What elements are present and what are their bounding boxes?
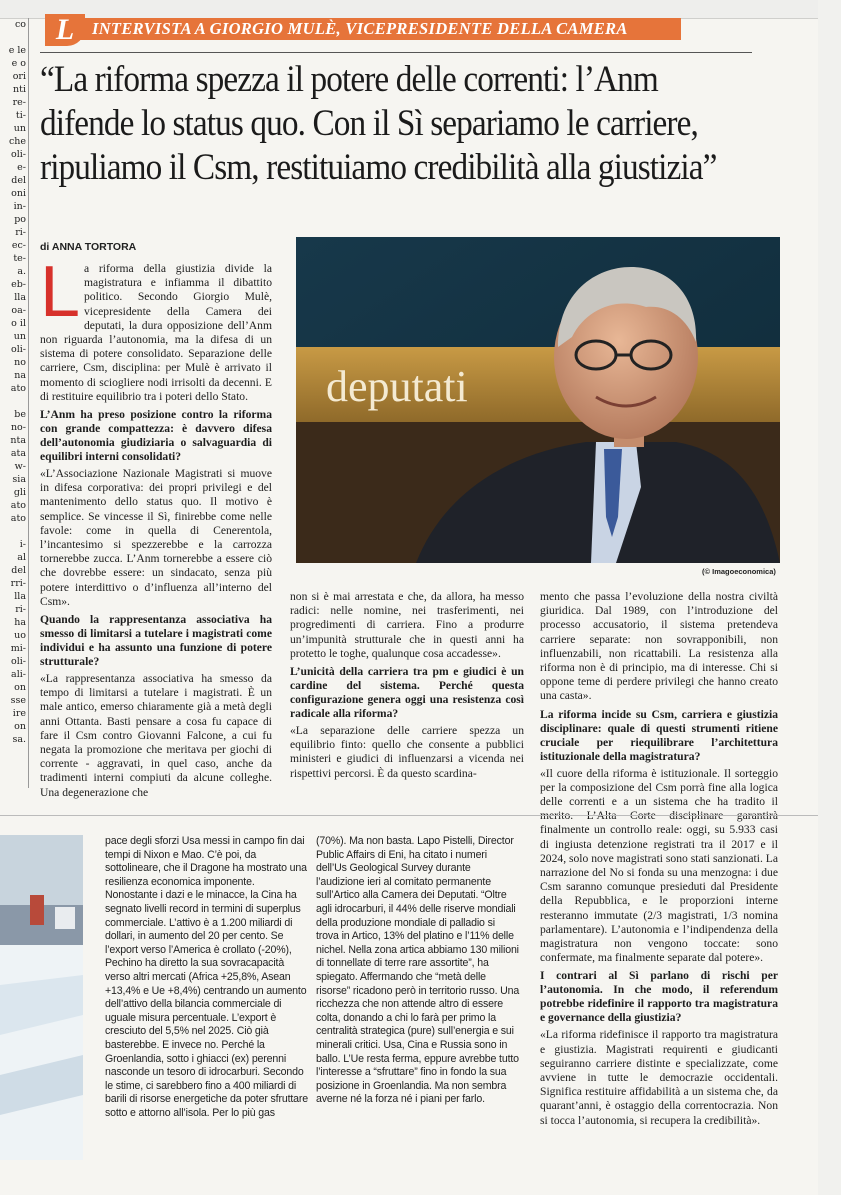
arctic-photo — [0, 835, 83, 1160]
clipped-line: ato — [10, 383, 26, 394]
clipped-line: ec- — [11, 240, 26, 251]
clipped-line: ata — [10, 448, 26, 459]
interview-question: L’unicità della carriera tra pm e giudici è un cardine del sistema. Perché questa configurazione genera oggi una resistenza così radicale alla riforma? — [290, 665, 524, 721]
top-bar — [0, 0, 841, 19]
clipped-line: ire — [12, 708, 26, 719]
adjacent-article-column-clipped — [0, 18, 28, 788]
clipped-line: na — [14, 370, 26, 381]
kicker-text: INTERVISTA A GIORGIO MULÈ, VICEPRESIDENTE DELLA CAMERA — [92, 19, 628, 38]
section-logo: L — [45, 14, 85, 46]
clipped-line: del — [11, 565, 26, 576]
clipped-line: no- — [10, 422, 26, 433]
clipped-line: del — [11, 175, 26, 186]
article-column-2 — [290, 590, 524, 783]
article-column-3 — [540, 590, 778, 1130]
interview-answer: non si è mai arrestata e che, da allora, ha messo radici: nelle nomine, nei trasferimenti, nei progredimenti di carriera. Fino a produrre un’impunità strutturale che in questi anni ha protetto le toghe, qualunque cosa accadesse». — [290, 590, 524, 660]
clipped-line: i- — [19, 539, 26, 550]
clipped-line — [0, 31, 28, 44]
byline: di ANNA TORTORA — [40, 241, 137, 253]
interview-question: L’Anm ha preso posizione contro la riforma con grande compattezza: è davvero difesa dell’autonomia giudiziaria o salvaguardia di equilibri interni consolidati? — [40, 408, 272, 464]
clipped-line: eb- — [11, 279, 26, 290]
interview-question: I contrari al Sì parlano di rischi per l’autonomia. In che modo, il referendum potrebbe ridefinire il rapporto tra magistratura e governance della giustizia? — [540, 969, 778, 1025]
clipped-line: ha — [14, 617, 26, 628]
interview-answer: «La rappresentanza associativa ha smesso da tempo di limitarsi a tutelare i magistrati. È un male antico, emerso chiaramente già a metà degli anni Ottanta. Basti pensare a cosa fu capace di fare il Csm contro Giovanni Falcone, a cui fu negata la promozione che meritava per giochi di corrente - aggravati, in quel caso, anche da tradimenti interni compiuti da alcune colleghe. Una degenerazione che — [40, 672, 272, 799]
section-divider — [0, 815, 841, 816]
clipped-line: ato — [10, 513, 26, 524]
clipped-line: oa- — [11, 305, 26, 316]
clipped-line: ali- — [11, 669, 26, 680]
clipped-line: mi- — [10, 643, 26, 654]
clipped-line: nti — [13, 84, 26, 95]
drop-cap-letter: L — [40, 252, 81, 332]
interview-question: Quando la rappresentanza associativa ha smesso di limitarsi a tutelare i magistrati come individui e ha assunto una funzione di potere strutturale? — [40, 613, 272, 669]
clipped-line: sse — [10, 695, 26, 706]
headline-line: ripuliamo il Csm, restituiamo credibilità alla giustizia” — [40, 147, 717, 188]
clipped-line: a. — [17, 266, 26, 277]
clipped-line: oli- — [10, 656, 26, 667]
lead-paragraph — [40, 252, 272, 404]
clipped-line: te- — [13, 253, 26, 264]
sign-text: deputati — [326, 362, 468, 411]
lower-article-column-1: pace degli sforzi Usa messi in campo fin dai tempi di Nixon e Mao. C’è poi, da sottolineare, che il Dragone ha mostrato una resilienza economica imponente. Nonostante i dazi e le minacce, la Cina ha segnato livelli record in termini di superplus commerciale. L’attivo è a 1.200 miliardi di dollari, in aumento del 20 per cento. Se l’export verso l’America è crollato (-20%), Pechino ha diretto la sua sovracapacità verso altri mercati (Africa +25,8%, Asean +13,4% e Ue +8,4%) centrando un aumento dell’attivo della bilancia commerciale di uguale misura percentuale. L’export è cresciuto del 5,5% nel 2025. Ciò già basterebbe. E invece no. Perché la Groenlandia, sotto i ghiacci (ex) perenni nasconde un tesoro di idrocarburi. Secondo le stime, ci sarebbero fino a 400 miliardi di barili di risorse energetiche da poter sfruttare sotto e attorno all’isola. Per lo più gas — [105, 835, 309, 1119]
interview-answer: «L’Associazione Nazionale Magistrati si muove in difesa corporativa: dei propri privilegi e del mantenimento dello status quo. Il motivo è semplice. Se vincesse il Sì, finirebbe come nelle favole: come in quella di Cenerentola, l’incantesimo si spezzerebbe e la carrozza tornerebbe zucca. L’Anm tornerebbe a essere ciò che dovrebbe essere: un sindacato, senza più potere interdittivo o d’influenza all’interno del Csm». — [40, 467, 272, 608]
photo-credit: (© Imagoeconomica) — [702, 567, 776, 576]
clipped-line — [0, 525, 28, 538]
interview-answer: «La riforma ridefinisce il rapporto tra magistratura e giustizia. Magistrati requirenti e giudicanti seguiranno carriere distinte e specializzate, come avviene in tutte le democrazie occidentali. Significa restituire affidabilità a un sistema che, da quarant’anni, è ostaggio della correntocrazia. Non si tocca l’autonomia, si recupera la credibilità». — [540, 1028, 778, 1127]
clipped-line: po — [14, 214, 26, 225]
clipped-line: be — [14, 409, 26, 420]
portrait-photo — [296, 237, 780, 563]
clipped-line: re- — [12, 97, 26, 108]
clipped-line: e- — [17, 162, 26, 173]
interview-answer: mento che passa l’evoluzione della nostra civiltà giuridica. Dal 1989, con l’introduzione del processo accusatorio, il sistema pretendeva carriere separate: non sovrapponibili, non influenzabili, non ricattabili. La resistenza alla riforma non è di principio, ma di interesse. Chi si oppone teme di perdere privilegi che hanno creato una casta». — [540, 590, 778, 703]
clipped-line: oli- — [10, 149, 26, 160]
headline-rule — [40, 52, 752, 53]
clipped-line: sia — [12, 474, 26, 485]
clipped-line: lla — [14, 591, 26, 602]
clipped-line: on — [14, 682, 26, 693]
clipped-line: e le — [8, 45, 26, 56]
clipped-line: gli — [13, 487, 26, 498]
interview-question: La riforma incide su Csm, carriera e giustizia disciplinare: quale di questi strumenti ritiene cruciale per riequilibrare l’architettura istituzionale della magistratura? — [540, 707, 778, 763]
interview-answer: «La separazione delle carriere spezza un equilibrio finto: quello che consente a pubblici ministeri e giudici di influenzarsi a vicenda nei rispettivi percorsi. È da questo scardina- — [290, 724, 524, 780]
article-column-1 — [40, 252, 272, 802]
clipped-line — [0, 395, 28, 408]
clipped-line: w- — [14, 461, 26, 472]
clipped-line: in- — [13, 201, 26, 212]
headline — [40, 58, 724, 190]
clipped-line: ri- — [15, 227, 26, 238]
clipped-line: ri- — [15, 604, 26, 615]
lower-article-column-2: (70%). Ma non basta. Lapo Pistelli, Director Public Affairs di Eni, ha citato i numeri dell’Us Geological Survey durante l’audizione ieri al comitato permanente sull’Artico alla Camera dei Deputati. “Oltre agli idrocarburi, il 44% delle riserve mondiali della produzione mondiale di palladio si trova in Artico, 13% del platino e l’11% delle nichel. Nella zona artica abbiamo 130 milioni di tonnellate di terre rare assortite”, ha spiegato. Affermando che “metà delle risorse” ricadono però in territorio russo. Una ricchezza che non attende altro di essere colta, donando a chi lo farà per primo la centralità strategica (pure) sull’energia e sui minerali critici. Usa, Cina e Russia sono in ballo. L’Ue resta ferma, eppure avrebbe tutto l’interesse a “sfruttare” fino in fondo la sua posizione in Groenlandia. Ma non sembra averne né la forza né i piani per farlo. — [316, 835, 520, 1106]
interview-answer: «Il cuore della riforma è istituzionale. Il sorteggio per la composizione del Csm porrà fine alla logica delle correnti e a un sistema che ha tradito il finalmente un controllo reale: oggi, su 5.933 casi di ingiusta detenzione registrati tra il 2017 e il 2024, solo nove magistrati sono stati sanzionati. La narrazione del No si fonda su una menzogna: i due Csm saranno comunque presieduti dal Presidente della Repubblica, e le proporzioni interne resteranno immutate (2/3 magistrati, 1/3 nomina parlamentare). L’autonomia e l’indipendenza della magistratura non vengono toccate: sono confermate, ma finalmente separate dal potere». — [540, 766, 778, 965]
drop-cap — [40, 252, 81, 332]
clipped-line: ato — [10, 500, 26, 511]
headline-line: “La riforma spezza il potere delle correnti: l’Anm — [40, 59, 658, 100]
clipped-line: o il — [11, 318, 26, 329]
clipped-line: ori — [12, 71, 26, 82]
page-edge — [818, 0, 841, 1195]
headline-line: difende lo status quo. Con il Sì separiamo le carriere, — [40, 103, 698, 144]
clipped-line: nta — [10, 435, 26, 446]
lead-text: a riforma della giustizia divide la magistratura e infiamma il dibattito politico. Secondo Giorgio Mulè, vicepresidente della Camera dei deputati, la dura opposizione dell’Anm non riguarda l’autonomia, ma la difesa di un sistema di potere consolidato. Separazione delle carriere, Csm, disciplina: per Mulè è arrivato il momento di sciogliere nodi irrisolti da decenni. E di restituire equilibrio tra i poteri dello Stato. — [40, 262, 272, 403]
clipped-line: che — [8, 136, 26, 147]
clipped-line: sa. — [12, 734, 26, 745]
clipped-line: lla — [14, 292, 26, 303]
clipped-line: co — [14, 19, 26, 30]
clipped-line: oni — [11, 188, 26, 199]
clipped-line: e o — [11, 58, 26, 69]
clipped-line: rri- — [10, 578, 26, 589]
photo-illustration — [296, 237, 780, 563]
clipped-line: un — [13, 331, 26, 342]
clipped-line: al — [17, 552, 26, 563]
column-divider — [28, 18, 29, 788]
arctic-illustration — [0, 835, 83, 1160]
clipped-line: un — [13, 123, 26, 134]
clipped-line: no — [14, 357, 26, 368]
clipped-line: uo — [14, 630, 26, 641]
clipped-line: oli- — [10, 344, 26, 355]
clipped-line: ti- — [15, 110, 26, 121]
clipped-line: on — [14, 721, 26, 732]
